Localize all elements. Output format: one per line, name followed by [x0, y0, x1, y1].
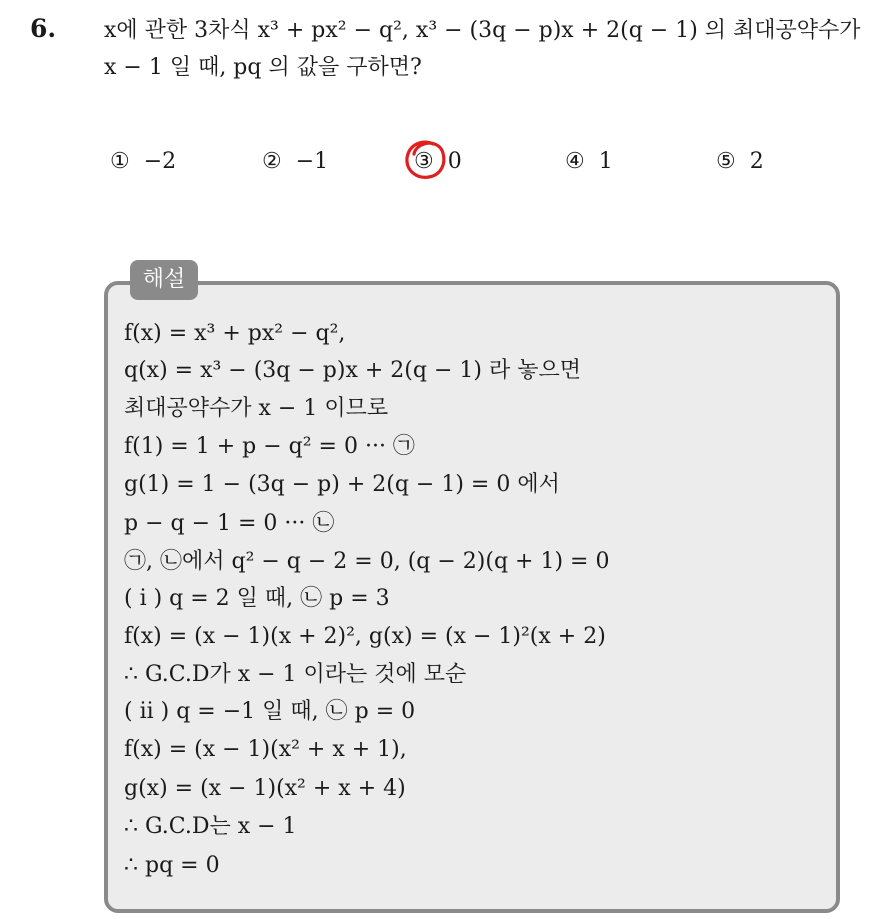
choice-marker: ④: [565, 149, 585, 174]
solution-line: f(x) = (x − 1)(x + 2)², g(x) = (x − 1)²(x + 2): [124, 624, 606, 649]
choice-value: 0: [447, 149, 462, 174]
solution-label: 해설: [130, 260, 198, 300]
choice-2[interactable]: [262, 145, 328, 179]
solution-line: f(x) = x³ + px² − q²,: [124, 321, 346, 346]
problem-statement-line-2: x − 1 일 때, pq 의 값을 구하면?: [104, 55, 422, 80]
choice-marker: ②: [262, 149, 282, 174]
choice-value: 2: [749, 149, 764, 174]
problem-number: 6.: [30, 14, 57, 43]
problem-statement-line-1: x에 관한 3차식 x³ + px² − q², x³ − (3q − p)x + 2(q − 1) 의 최대공약수가: [104, 18, 861, 43]
choice-value: −1: [295, 149, 329, 174]
solution-line: g(1) = 1 − (3q − p) + 2(q − 1) = 0 에서: [124, 472, 560, 497]
solution-line: ∴ G.C.D가 x − 1 이라는 것에 모순: [124, 662, 467, 687]
solution-line: f(1) = 1 + p − q² = 0 ··· ㉠: [124, 434, 415, 459]
solution-line: ( i ) q = 2 일 때, ㉡ p = 3: [124, 586, 390, 611]
solution-line: ( ii ) q = −1 일 때, ㉡ p = 0: [124, 699, 416, 724]
choice-4[interactable]: [565, 145, 613, 179]
choice-value: 1: [598, 149, 613, 174]
choice-marker: ⑤: [716, 149, 736, 174]
solution-line: q(x) = x³ − (3q − p)x + 2(q − 1) 라 놓으면: [124, 358, 581, 383]
choice-5[interactable]: [716, 145, 764, 179]
solution-line: g(x) = (x − 1)(x² + x + 4): [124, 776, 406, 801]
choice-value: −2: [143, 149, 177, 174]
solution-line: f(x) = (x − 1)(x² + x + 1),: [124, 737, 407, 762]
choice-3[interactable]: [414, 145, 462, 179]
choice-marker: ③: [414, 149, 434, 174]
solution-line: ∴ G.C.D는 x − 1: [124, 814, 297, 839]
choice-1[interactable]: [110, 145, 176, 179]
choice-marker: ①: [110, 149, 130, 174]
solution-line: ∴ pq = 0: [124, 853, 220, 878]
answer-choices: [0, 145, 884, 179]
solution-line: 최대공약수가 x − 1 이므로: [124, 396, 389, 421]
solution-line: ㉠, ㉡에서 q² − q − 2 = 0, (q − 2)(q + 1) = 0: [124, 549, 610, 574]
solution-line: p − q − 1 = 0 ··· ㉡: [124, 511, 335, 536]
